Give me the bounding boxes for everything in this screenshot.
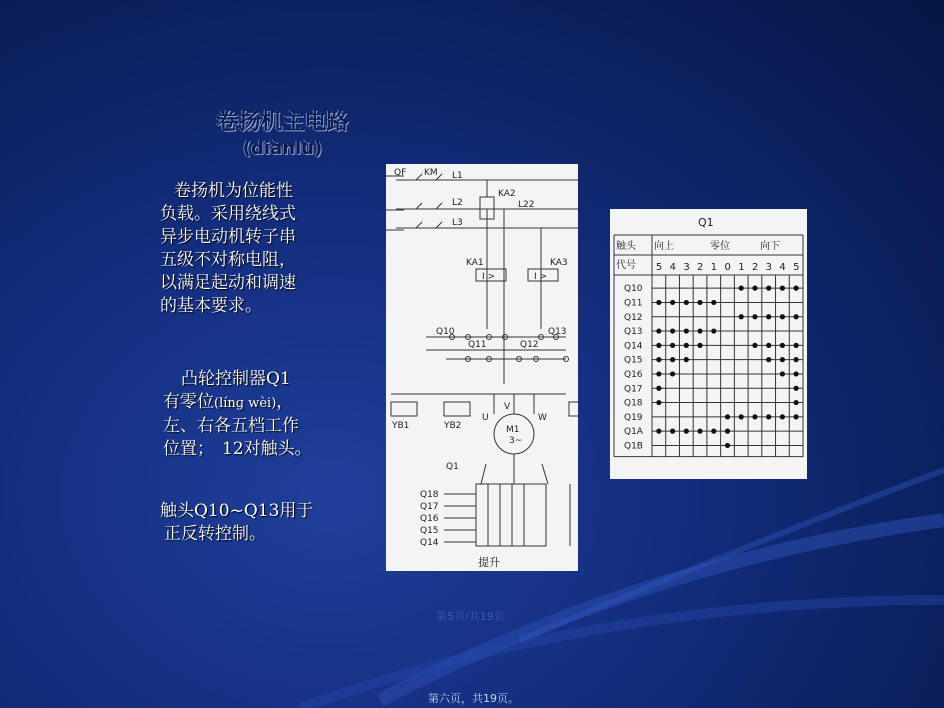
position-label: 0 xyxy=(724,262,731,273)
title-line-1: 卷扬机主电路 xyxy=(216,110,349,135)
contact-dot xyxy=(656,343,661,348)
contact-dot xyxy=(752,286,757,291)
p2-comma: ， xyxy=(276,392,294,412)
label-v: V xyxy=(504,402,511,412)
label-q13: Q13 xyxy=(548,327,567,337)
header-contact: 触头 xyxy=(616,241,636,252)
contact-dot xyxy=(656,357,661,362)
contact-dot xyxy=(752,414,757,419)
contact-table xyxy=(610,209,807,479)
paragraph-3 xyxy=(160,500,313,546)
contact-dot xyxy=(780,414,785,419)
contact-dot xyxy=(670,357,675,362)
label-q18: Q18 xyxy=(420,490,439,500)
row-label: Q10 xyxy=(624,284,643,295)
label-q15: Q15 xyxy=(420,526,439,536)
row-label: Q17 xyxy=(624,384,643,395)
label-yb1: YB1 xyxy=(392,421,410,431)
p1-line: 卷扬机为位能性 xyxy=(174,181,293,201)
contact-dot xyxy=(725,429,730,434)
position-label: 3 xyxy=(765,262,773,273)
position-label: 4 xyxy=(669,262,676,273)
contact-dot xyxy=(766,314,771,319)
row-label: Q19 xyxy=(624,412,643,423)
p1-line: 异步电动机转子串 xyxy=(160,227,296,247)
p2-text: 12对触头。 xyxy=(222,439,312,459)
contact-dot xyxy=(670,300,675,305)
label-l22: L22 xyxy=(518,200,535,210)
contact-dot xyxy=(697,429,702,434)
row-label: Q12 xyxy=(624,312,643,323)
title-line-2: (diànlù) xyxy=(242,138,323,159)
contact-dot xyxy=(739,286,744,291)
contact-dot xyxy=(780,371,785,376)
label-q1: Q1 xyxy=(446,462,459,472)
row-label: Q14 xyxy=(624,341,643,352)
contact-dot xyxy=(752,314,757,319)
contact-dot xyxy=(670,371,675,376)
contact-dot xyxy=(794,400,799,405)
label-km: KM xyxy=(424,168,438,178)
paragraph-1 xyxy=(160,180,296,318)
circuit-svg xyxy=(386,164,578,571)
contact-dot xyxy=(794,314,799,319)
contact-dot xyxy=(780,314,785,319)
label-w: W xyxy=(538,413,547,423)
contact-dot xyxy=(725,414,730,419)
p1-line: 五级不对称电阻， xyxy=(160,250,296,270)
label-ka2: KA2 xyxy=(498,189,516,199)
contact-dot xyxy=(794,414,799,419)
p2-text: 有零位 xyxy=(163,392,214,412)
contact-dot xyxy=(752,343,757,348)
circuit-diagram xyxy=(386,164,578,571)
label-l1: L1 xyxy=(452,171,463,181)
p3-line: 触头Q10~Q13用于 xyxy=(160,501,314,521)
position-label: 1 xyxy=(710,262,718,273)
contact-dot xyxy=(684,328,689,333)
label-yb2: YB2 xyxy=(444,421,462,431)
label-q10: Q10 xyxy=(436,327,455,337)
header-zero: 零位 xyxy=(710,241,730,252)
contact-dot xyxy=(711,429,716,434)
contact-dot xyxy=(780,357,785,362)
position-label: 3 xyxy=(683,262,690,273)
row-label: Q11 xyxy=(624,298,643,309)
row-label: Q1B xyxy=(624,441,643,452)
row-label: Q15 xyxy=(624,355,643,366)
contact-dot xyxy=(725,443,730,448)
label-q16: Q16 xyxy=(420,514,439,524)
contact-dot xyxy=(670,343,675,348)
contact-dot xyxy=(697,343,702,348)
contact-dot xyxy=(670,429,675,434)
contact-dot xyxy=(656,300,661,305)
label-u: U xyxy=(482,413,489,423)
label-qf: QF xyxy=(394,168,407,178)
p2-line: 凸轮控制器Q1 xyxy=(181,369,291,389)
label-l3: L3 xyxy=(452,218,463,228)
page-indicator: 第5页/共19页 xyxy=(436,610,505,623)
label-m1: M1 xyxy=(506,425,520,435)
p1-line: 的基本要求。 xyxy=(160,296,262,316)
row-label: Q13 xyxy=(624,327,643,338)
label-l2: L2 xyxy=(452,198,463,208)
contact-dot xyxy=(794,386,799,391)
contact-dot xyxy=(656,400,661,405)
contact-dot xyxy=(684,357,689,362)
circuit-caption: 提升 xyxy=(478,556,500,569)
label-i-gt-2: I > xyxy=(534,272,548,282)
contact-dot xyxy=(656,328,661,333)
p2-text: 位置； xyxy=(163,439,214,459)
contact-dot xyxy=(780,286,785,291)
position-label: 4 xyxy=(779,262,786,273)
contact-dot xyxy=(794,357,799,362)
header-code: 代号 xyxy=(616,260,636,271)
contact-dot xyxy=(711,300,716,305)
label-q12: Q12 xyxy=(520,340,539,350)
label-m1-sub: 3~ xyxy=(509,436,523,446)
label-q14: Q14 xyxy=(420,538,439,548)
header-down: 向下 xyxy=(760,241,780,252)
p3-line: 正反转控制。 xyxy=(164,524,266,544)
p2-line xyxy=(163,438,312,461)
header-up: 向上 xyxy=(654,241,674,252)
contact-dot xyxy=(697,328,702,333)
label-ka1: KA1 xyxy=(466,258,484,268)
contact-dot xyxy=(739,314,744,319)
contact-dot xyxy=(780,343,785,348)
page-footer: 第六页，共19页。 xyxy=(428,692,519,705)
position-label: 2 xyxy=(751,262,759,273)
p2-pinyin: (línɡ wèi) xyxy=(214,396,277,411)
contact-dot xyxy=(684,343,689,348)
row-label: Q16 xyxy=(624,369,643,380)
contact-dot xyxy=(766,343,771,348)
contact-dot xyxy=(656,386,661,391)
contact-dot xyxy=(670,328,675,333)
paragraph-2 xyxy=(163,368,312,461)
row-label: Q18 xyxy=(624,398,643,409)
p2-line: 左、右各五档工作 xyxy=(163,416,299,436)
position-label: 1 xyxy=(738,262,745,273)
contact-dot xyxy=(684,300,689,305)
contact-dot xyxy=(684,429,689,434)
contact-dot xyxy=(656,371,661,376)
table-title: Q1 xyxy=(698,216,714,229)
label-q11: Q11 xyxy=(468,340,487,350)
label-i-gt-1: I > xyxy=(482,272,496,282)
row-label: Q1A xyxy=(624,427,643,438)
position-label: 2 xyxy=(697,262,704,273)
contact-dot xyxy=(766,357,771,362)
contact-dot xyxy=(794,371,799,376)
p1-line: 以满足起动和调速 xyxy=(160,273,296,293)
contact-dot xyxy=(794,286,799,291)
p2-line xyxy=(163,391,312,415)
contact-dot xyxy=(711,328,716,333)
contact-dot xyxy=(766,414,771,419)
slide-title xyxy=(190,108,375,160)
label-ka3: KA3 xyxy=(550,258,568,268)
position-label: 5 xyxy=(655,262,663,273)
contact-dot xyxy=(656,429,661,434)
contact-dot xyxy=(794,343,799,348)
contact-dot xyxy=(697,300,702,305)
contact-dot xyxy=(739,414,744,419)
position-label: 5 xyxy=(793,262,800,273)
contact-dot xyxy=(766,286,771,291)
p1-line: 负载。采用绕线式 xyxy=(160,204,296,224)
label-q17: Q17 xyxy=(420,502,439,512)
table-svg xyxy=(610,209,807,479)
